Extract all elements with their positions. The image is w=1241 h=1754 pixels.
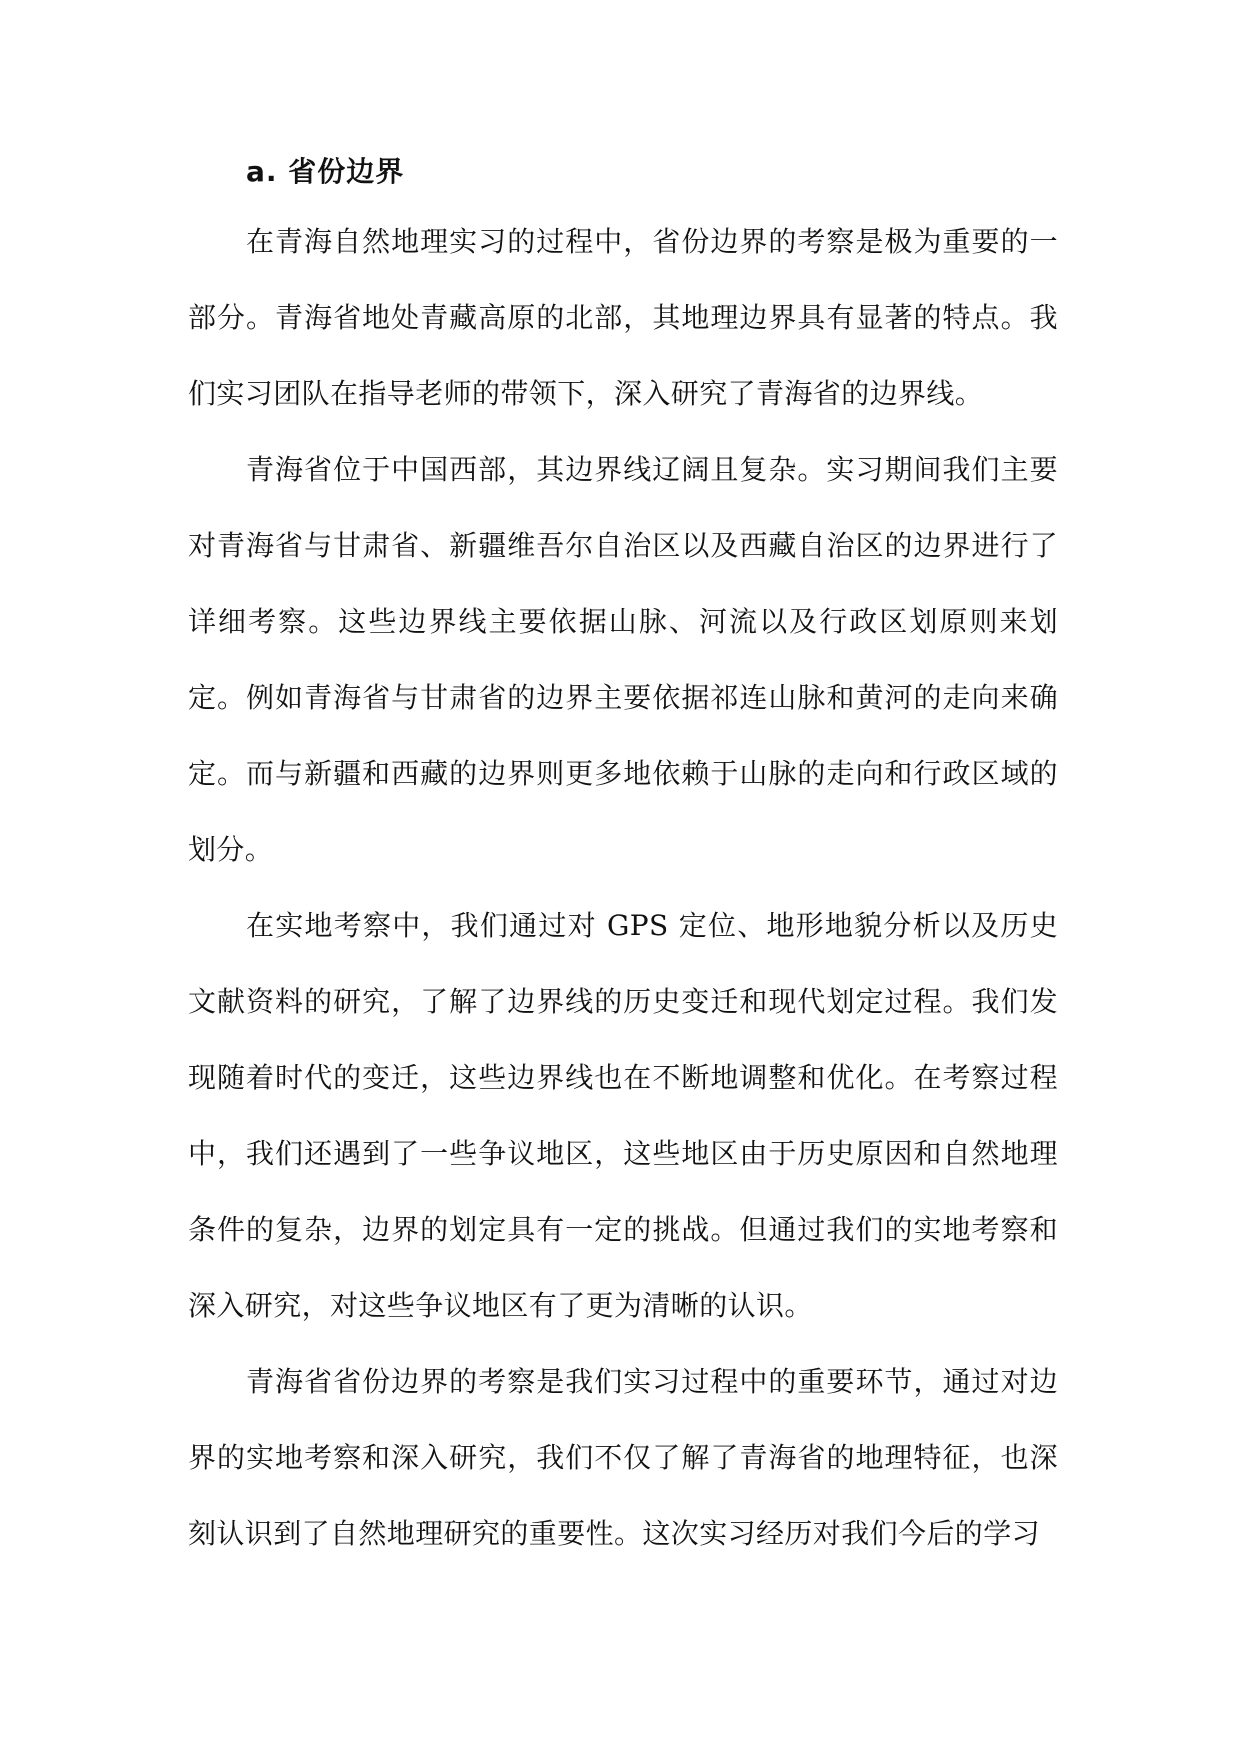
paragraph-1: 在青海自然地理实习的过程中，省份边界的考察是极为重要的一部分。青海省地处青藏高原的北部，其地理边界具有显著的特点。我们实习团队在指导老师的带领下，深入研究了青海省的边界线。 [188, 225, 1058, 410]
paragraph-4: 青海省省份边界的考察是我们实习过程中的重要环节，通过对边界的实地考察和深入研究，我们不仅了解了青海省的地理特征，也深刻认识到了自然地理研究的重要性。这次实习经历对我们今后的学习 [188, 1365, 1058, 1550]
paragraph-3: 在实地考察中，我们通过对 GPS 定位、地形地貌分析以及历史文献资料的研究，了解了边界线的历史变迁和现代划定过程。我们发现随着时代的变迁，这些边界线也在不断地调整和优化。在考察过程中，我们还遇到了一些争议地区，这些地区由于历史原因和自然地理条件的复杂，边界的划定具有一定的挑战。但通过我们的实地考察和深入研究，对这些争议地区有了更为清晰的认识。 [188, 909, 1058, 1322]
paragraph-2: 青海省位于中国西部，其边界线辽阔且复杂。实习期间我们主要对青海省与甘肃省、新疆维吾尔自治区以及西藏自治区的边界进行了详细考察。这些边界线主要依据山脉、河流以及行政区划原则来划定。例如青海省与甘肃省的边界主要依据祁连山脉和黄河的走向来确定。而与新疆和西藏的边界则更多地依赖于山脉的走向和行政区域的划分。 [188, 453, 1058, 866]
section-heading: a. 省份边界 [246, 155, 405, 188]
document-body [188, 140, 1058, 1572]
